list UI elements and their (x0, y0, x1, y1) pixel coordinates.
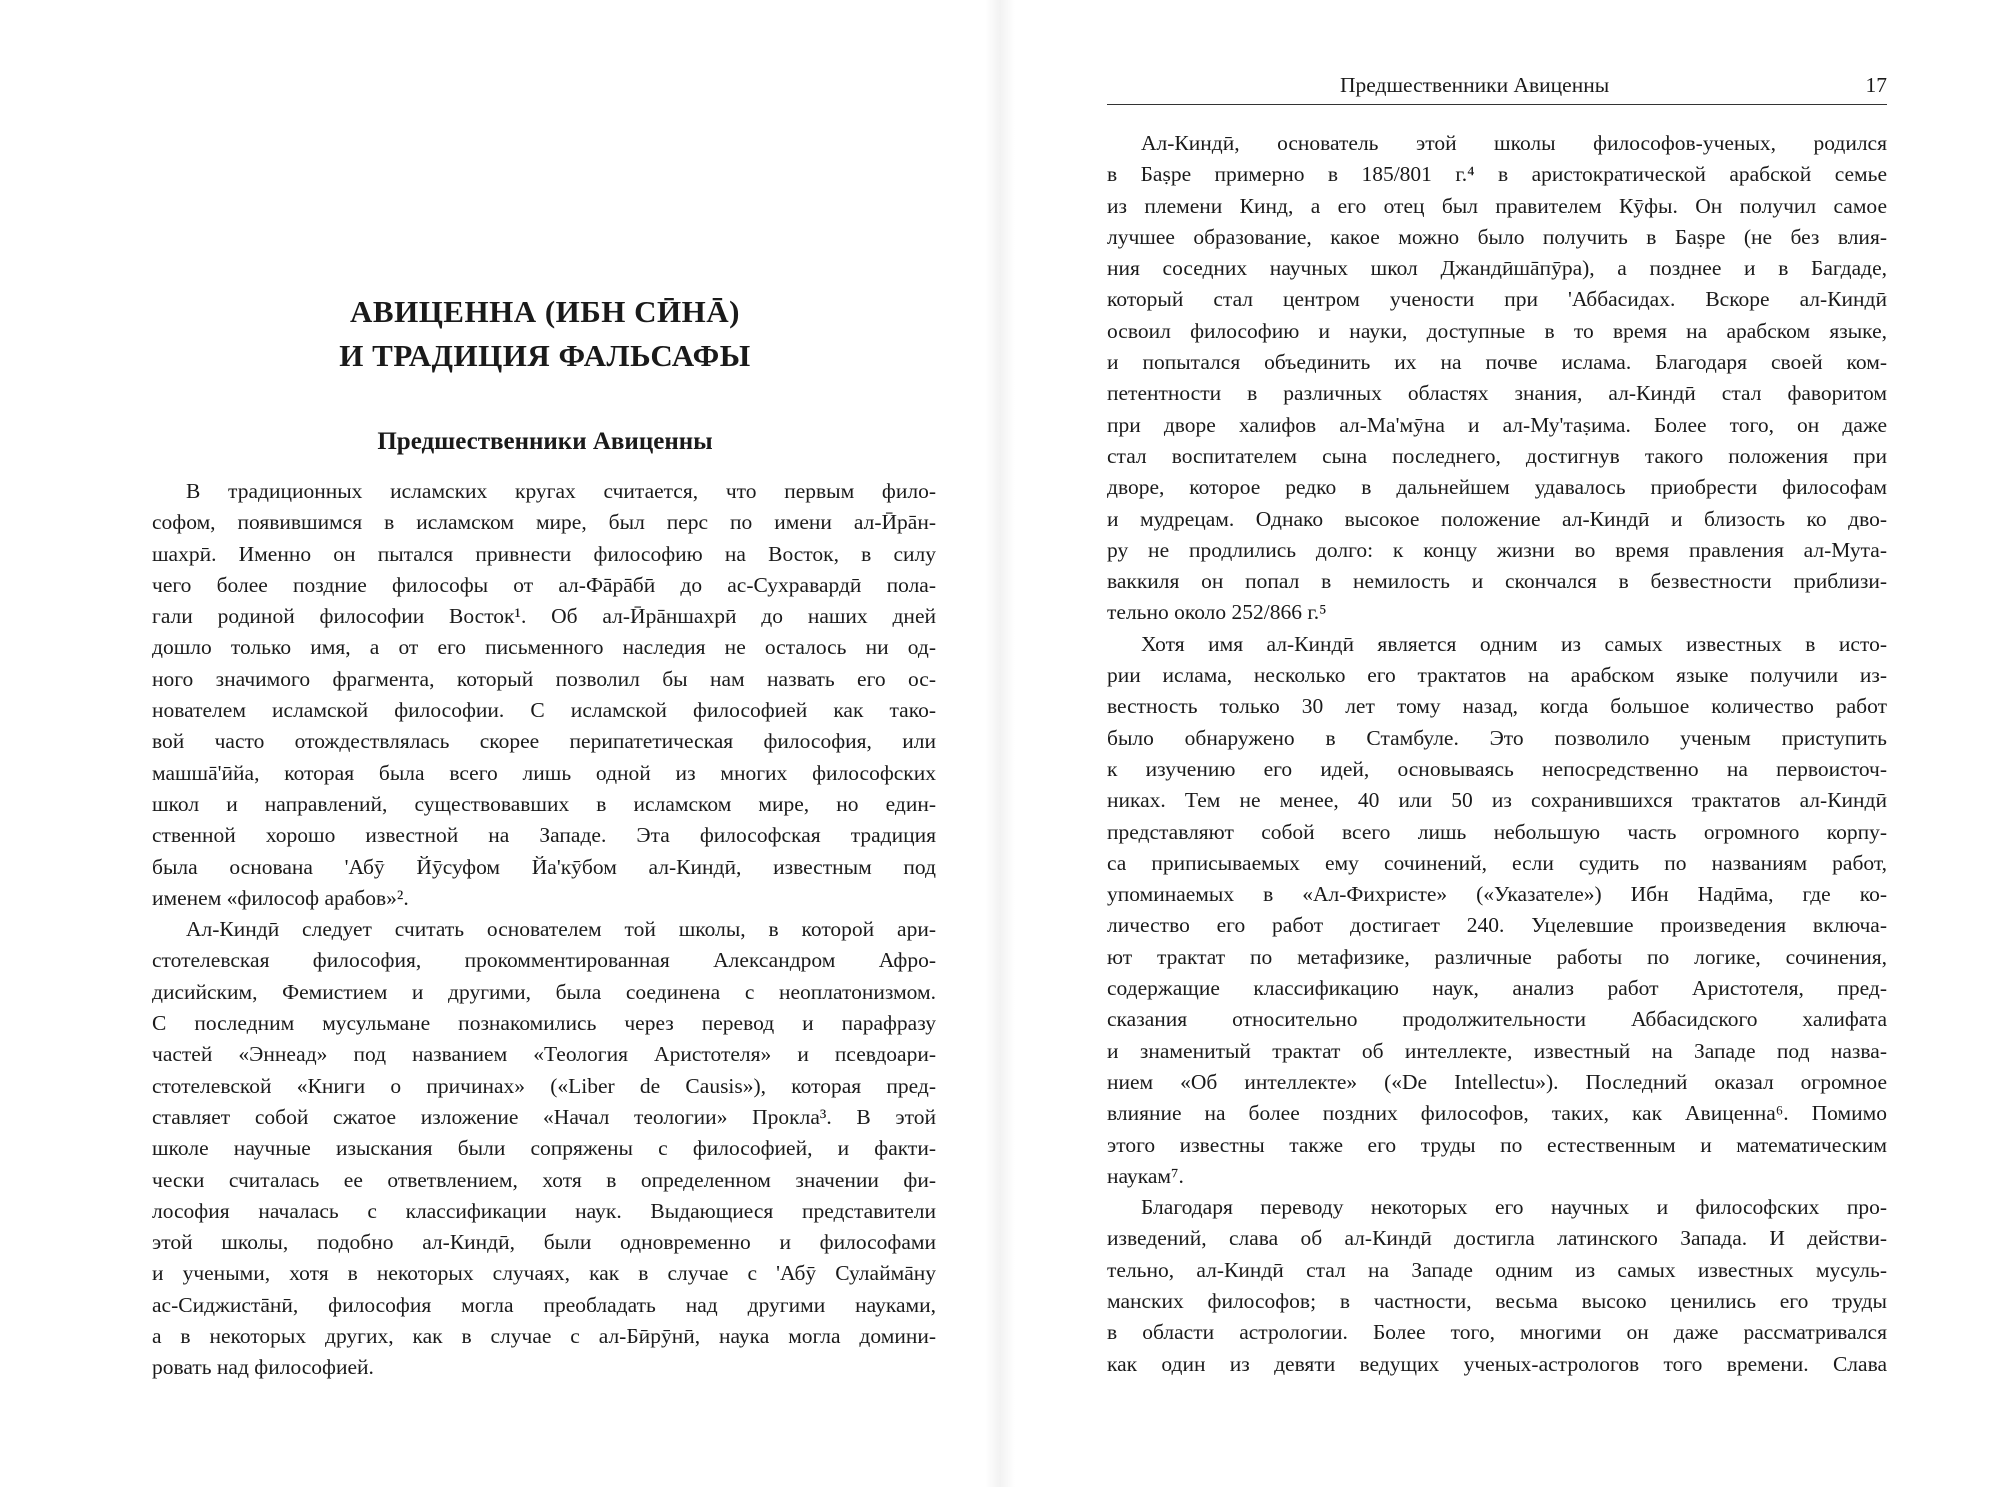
text-line: и учеными, хотя в некоторых случаях, как в случае с 'Абӯ Сулаймāну (152, 1261, 936, 1286)
left-body-text (152, 476, 936, 1384)
text-line: стотелевской «Книги о причинах» («Liber de Causis»), которая пред- (152, 1073, 936, 1098)
text-line: са приписываемых ему сочинений, если судить по названиям работ, (1107, 850, 1887, 875)
section-heading: Предшественники Авиценны (377, 428, 713, 455)
right-body-text (1107, 128, 1887, 1380)
text-line: и знаменитый трактат об интеллекте, известный на Западе под назва- (1107, 1038, 1887, 1063)
text-line: дошло только имя, а от его письменного наследия не осталось ни од- (152, 635, 936, 660)
text-line: влияние на более поздних философов, таких, как Авиценна⁶. Помимо (1107, 1101, 1887, 1126)
text-line: и мудрецам. Однако высокое положение ал-Киндӣ и близость ко дво- (1107, 506, 1887, 531)
text-line: именем «философ арабов»². (152, 885, 409, 910)
text-line: изведений, слава об ал-Киндӣ достигла латинского Запада. И действи- (1107, 1226, 1887, 1251)
text-line: стотелевская философия, прокомментированная Александром Афро- (152, 948, 936, 973)
text-line: упоминаемых в «Ал-Фихристе» («Указателе») Ибн Надӣма, где ко- (1107, 882, 1887, 907)
text-line: в Баṣре примерно в 185/801 г.⁴ в аристократической арабской семье (1107, 162, 1887, 187)
text-line: этого известны также его труды по естественным и математическим (1107, 1132, 1887, 1157)
text-line: школ и направлений, существовавших в исламском мире, но един- (152, 791, 936, 816)
text-line: ровать над философией. (152, 1355, 374, 1380)
text-line: тельно, ал-Киндӣ стал на Западе одним из самых известных мусуль- (1107, 1257, 1887, 1282)
text-line: при дворе халифов ал-Ма'мӯна и ал-Му'таṣима. Более того, он даже (1107, 412, 1887, 437)
chapter-title-line: АВИЦЕННА (ИБН СӢНĀ) (350, 294, 740, 329)
text-line: частей «Эннеад» под названием «Теология Аристотеля» и псевдоари- (152, 1042, 936, 1067)
text-line: ваккиля он попал в немилость и скончался в безвестности приблизи- (1107, 569, 1887, 594)
text-line: Ал-Киндӣ следует считать основателем той школы, в которой ари- (186, 917, 936, 942)
text-line: лософия началась с классификации наук. Выдающиеся представители (152, 1198, 936, 1223)
text-line: было обнаружено в Стамбуле. Это позволило ученым приступить (1107, 725, 1887, 750)
text-line: чески считалась ее ответвлением, хотя в определенном значении фи- (152, 1167, 936, 1192)
text-line: дворе, которое редко в дальнейшем удавалось приобрести философам (1107, 475, 1887, 500)
page-number: 17 (1865, 73, 1887, 97)
text-line: который стал центром учености при 'Аббасидах. Вскоре ал-Киндӣ (1107, 287, 1887, 312)
text-line: петентности в различных областях знания, ал-Киндӣ стал фаворитом (1107, 381, 1887, 406)
text-line: рии ислама, несколько его трактатов на арабском языке получили из- (1107, 663, 1887, 688)
text-line: ственной хорошо известной на Западе. Эта философская традиция (152, 823, 936, 848)
text-line: вестность только 30 лет тому назад, когда большое количество работ (1107, 694, 1887, 719)
text-line: ния соседних научных школ Джандӣшāпӯра), а позднее и в Багдаде, (1107, 256, 1887, 281)
text-line: машшā'ӣйа, которая была всего лишь одной из многих философских (152, 760, 936, 785)
text-line: нием «Об интеллекте» («De Intellectu»). Последний оказал огромное (1107, 1069, 1887, 1094)
text-line: ного значимого фрагмента, который позволил бы нам назвать его ос- (152, 666, 936, 691)
text-line: представляют собой всего лишь небольшую часть огромного корпу- (1107, 819, 1887, 844)
chapter-title-line: И ТРАДИЦИЯ ФАЛЬСАФЫ (339, 338, 751, 373)
text-line: Ал-Киндӣ, основатель этой школы философов-ученых, родился (1141, 131, 1887, 155)
text-line: как один из девяти ведущих ученых-астрологов того времени. Слава (1107, 1351, 1887, 1376)
text-line: софом, появившимся в исламском мире, был перс по имени ал-Ӣрāн- (152, 510, 936, 535)
chapter-title (150, 290, 940, 378)
text-line: содержащие классификацию наук, анализ работ Аристотеля, пред- (1107, 976, 1887, 1001)
text-line: личество его работ достигает 240. Уцелевшие произведения включа- (1107, 913, 1887, 938)
text-line: чего более поздние философы от ал-Фāрāбӣ до ас-Сухравардӣ пола- (152, 572, 936, 597)
text-line: тельно около 252/866 г.⁵ (1107, 600, 1327, 625)
text-line: ют трактат по метафизике, различные работы по логике, сочинения, (1107, 944, 1887, 969)
text-line: нователем исламской философии. С исламской философией как тако- (152, 698, 936, 723)
text-line: ставляет собой сжатое изложение «Начал теологии» Прокла³. В этой (152, 1104, 936, 1129)
text-line: Хотя имя ал-Киндӣ является одним из самых известных в исто- (1141, 631, 1887, 656)
text-line: наукам⁷. (1107, 1163, 1184, 1188)
text-line: этой школы, подобно ал-Киндӣ, были одновременно и философами (152, 1230, 936, 1255)
text-line: манских философов; в частности, весьма высоко ценились его труды (1107, 1288, 1887, 1313)
text-line: лучшее образование, какое можно было получить в Баṣре (не без влия- (1107, 224, 1887, 249)
text-line: ру не продлились долго: к концу жизни во время правления ал-Мута- (1107, 537, 1887, 562)
text-line: С последним мусульмане познакомились через перевод и парафразу (152, 1011, 936, 1036)
text-line: вой часто отождествлялась скорее перипатетическая философия, или (152, 729, 936, 754)
text-line: была основана 'Абӯ Йӯсуфом Йа'кӯбом ал-Киндӣ, известным под (152, 854, 936, 879)
right-page (1000, 0, 2000, 1487)
text-line: Благодаря переводу некоторых его научных и философских про- (1141, 1195, 1887, 1220)
text-line: из племени Кинд, а его отец был правителем Кӯфы. Он получил самое (1107, 193, 1887, 218)
text-line: ас-Сиджистāнӣ, философия могла преобладать над другими науками, (152, 1292, 936, 1317)
running-head (1107, 68, 1887, 105)
text-line: и попытался объединить их на почве ислама. Благодаря своей ком- (1107, 350, 1887, 375)
text-line: шахрӣ. Именно он пытался привнести философию на Восток, в силу (152, 541, 936, 566)
text-line: сказания относительно продолжительности Аббасидского халифата (1107, 1007, 1887, 1032)
text-line: освоил философию и науки, доступные в то время на арабском языке, (1107, 318, 1887, 343)
text-line: гали родиной философии Восток¹. Об ал-Ӣрāншахрӣ до наших дней (152, 604, 936, 629)
text-line: к изучению его идей, основываясь непосредственно на первоисточ- (1107, 756, 1887, 781)
text-line: а в некоторых других, как в случае с ал-Бӣрӯнӣ, наука могла домини- (152, 1324, 936, 1349)
text-line: В традиционных исламских кругах считается, что первым фило- (186, 479, 936, 503)
text-line: стал воспитателем сына последнего, достигнув такого положения при (1107, 443, 1887, 468)
text-line: никах. Тем не менее, 40 или 50 из сохранившихся трактатов ал-Киндӣ (1107, 788, 1887, 813)
text-line: школе научные изыскания были сопряжены с философией, и факти- (152, 1136, 936, 1161)
text-line: дисийским, Фемистием и другими, была соединена с неоплатонизмом. (152, 979, 936, 1004)
running-head-title: Предшественники Авиценны (1340, 73, 1610, 97)
text-line: в области астрологии. Более того, многими он даже рассматривался (1107, 1320, 1887, 1345)
